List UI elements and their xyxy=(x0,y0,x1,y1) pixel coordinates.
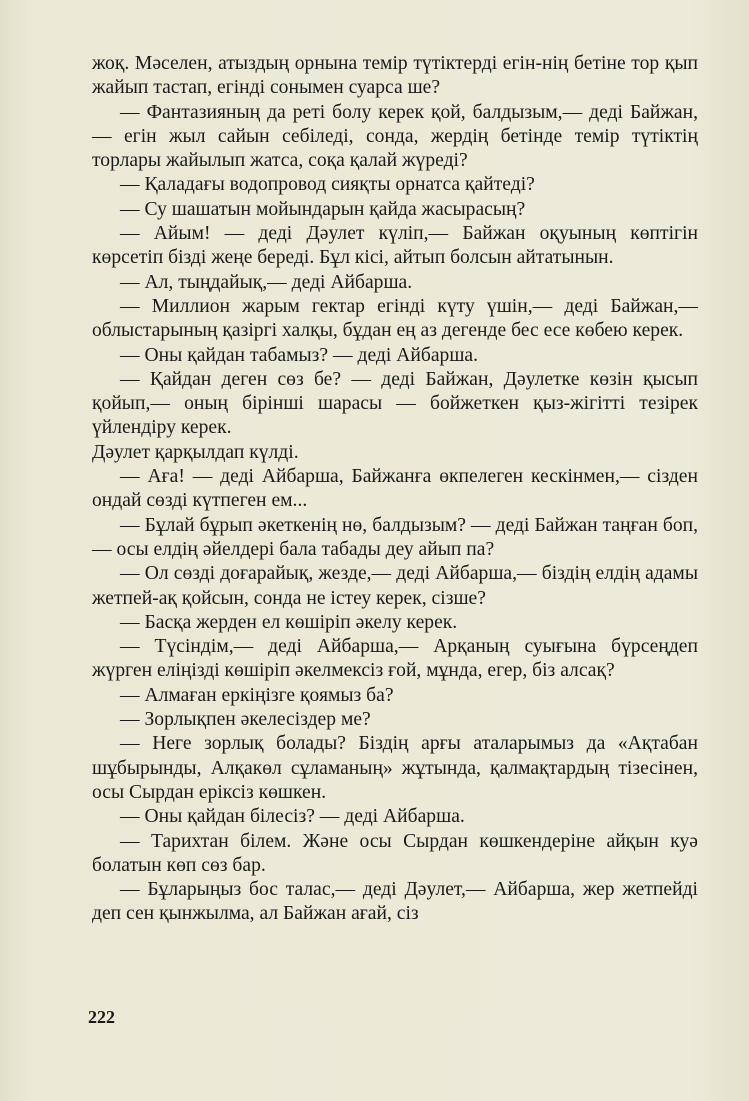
paragraph: — Қайдан деген сөз бе? — деді Байжан, Дәулетке көзін қысып қойып,— оның бірінші шарасы — бойжеткен қыз-жігітті тезірек үйлендіру керек. xyxy=(92,368,698,439)
paragraph: — Қаладағы водопровод сияқты орнатса қайтеді? xyxy=(120,174,535,196)
paragraph: — Зорлықпен әкелесіздер ме? xyxy=(120,709,371,731)
paragraph: — Аға! — деді Айбарша, Байжанға өкпелеген кескінмен,— сізден ондай сөзді күтпеген ем... xyxy=(92,466,698,512)
body-text xyxy=(92,52,698,927)
paragraph: Дәулет қарқылдап күлді. xyxy=(92,441,299,463)
paragraph: — Айым! — деді Дәулет күліп,— Байжан оқуының көптігін көрсетіп бізді жеңе береді. Бұл кісі, айтып болсын айтатынын. xyxy=(92,223,698,269)
paragraph: — Тарихтан білем. Және осы Сырдан көшкендеріне айқын куә болатын көп сөз бар. xyxy=(92,830,698,876)
paragraph: — Неге зорлық болады? Біздің арғы аталарымыз да «Ақтабан шұбырынды, Алқакөл сұламаның» жұтында, қалмақтардың тізесінен, осы Сырдан еріксіз көшкен. xyxy=(92,733,698,803)
paragraph: — Алмаған еркіңізге қоямыз ба? xyxy=(120,684,394,706)
paragraph: — Миллион жарым гектар егінді күту үшін,— деді Байжан,— облыстарының қазіргі халқы, бұдан ең аз дегенде бес есе көбею керек. xyxy=(92,295,698,342)
paragraph: — Ол сөзді доғарайық, жезде,— деді Айбарша,— біздің елдің адамы жетпей-ақ қойсын, сонда не істеу керек, сізше? xyxy=(92,563,698,609)
paragraph: — Фантазияның да реті болу керек қой, балдызым,— деді Байжан,— егін жыл сайын себіледі, сонда, жердің бетінде темір түтіктің торлары жайылып жатса, соқа қалай жүреді? xyxy=(92,101,698,172)
paragraph: — Су шашатын мойындарын қайда жасырасың? xyxy=(120,198,526,220)
paragraph: — Басқа жерден ел көшіріп әкелу керек. xyxy=(120,611,458,633)
page-number: 222 xyxy=(88,1007,115,1027)
paragraph: — Түсіндім,— деді Айбарша,— Арқаның суығына бүрсеңдеп жүрген еліңізді көшіріп әкелмексіз ғой, мұнда, егер, біз алсақ? xyxy=(92,636,698,682)
paragraph: — Оны қайдан табамыз? — деді Айбарша. xyxy=(120,344,478,366)
paragraph: — Бұларыңыз бос талас,— деді Дәулет,— Айбарша, жер жетпейді деп сен қынжылма, ал Байжан ағай, сіз xyxy=(92,879,698,925)
paragraph: — Бұлай бұрып әкеткенің нө, балдызым? — деді Байжан таңған боп,— осы елдің әйелдері бала табады деу айып па? xyxy=(92,514,698,560)
paragraph: — Ал, тыңдайық,— деді Айбарша. xyxy=(120,271,413,293)
paragraph: жоқ. Мәселен, атыздың орнына темір түтіктерді егін-нің бетіне тор қып жайып тастап, егінді сонымен суарса ше? xyxy=(92,53,698,99)
paragraph: — Оны қайдан білесіз? — деді Айбарша. xyxy=(120,806,465,828)
